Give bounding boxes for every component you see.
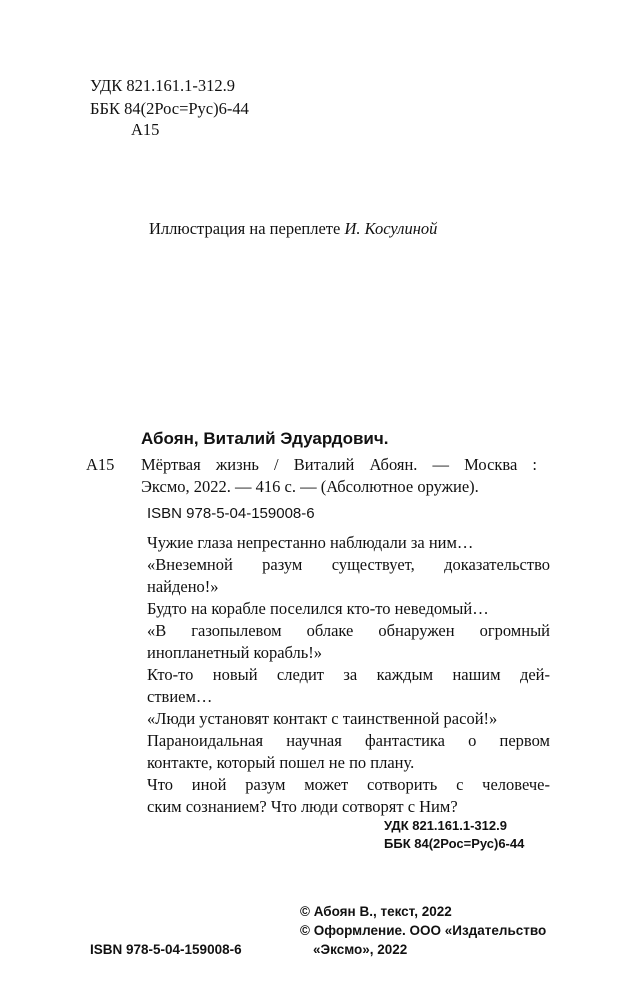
copyright-text: © Абоян В., текст, 2022 <box>300 904 452 919</box>
author-mark: А15 <box>131 120 160 139</box>
illustrator-name: И. Косулиной <box>344 219 438 238</box>
annotation-line: ским сознанием? Что люди сотворят с Ним? <box>147 797 458 816</box>
annotation-line: «В газопылевом облаке обнаружен огромный <box>147 621 550 640</box>
annotation-line: Кто-то новый следит за каждым нашим дей- <box>147 665 550 684</box>
footer-isbn: ISBN 978-5-04-159008-6 <box>90 942 242 957</box>
annotation-line: ствием… <box>147 687 213 706</box>
bib-isbn: ISBN 978-5-04-159008-6 <box>147 505 315 522</box>
annotation <box>147 532 550 818</box>
footer-bbk-code: ББК 84(2Рос=Рус)6-44 <box>384 836 525 851</box>
illustration-prefix: Иллюстрация на переплете <box>149 219 345 238</box>
copyright-design: © Оформление. ООО «Издательство <box>300 923 547 938</box>
bib-description-line1: Мёртвая жизнь / Виталий Абоян. — Москва : <box>141 455 537 474</box>
annotation-line: контакте, который пошел не по плану. <box>147 753 415 772</box>
bbk-code: ББК 84(2Рос=Рус)6-44 <box>90 99 249 118</box>
annotation-line: Чужие глаза непрестанно наблюдали за ним… <box>147 533 474 552</box>
annotation-line: Параноидальная научная фантастика о первом <box>147 731 550 750</box>
bib-author-mark: А15 <box>86 455 115 474</box>
annotation-line: Будто на корабле поселился кто-то неведомый… <box>147 599 489 618</box>
annotation-line: найдено!» <box>147 577 219 596</box>
author-heading: Абоян, Виталий Эдуардович. <box>141 429 389 448</box>
footer-udk-code: УДК 821.161.1-312.9 <box>384 818 507 833</box>
copyright-publisher: «Эксмо», 2022 <box>313 942 408 957</box>
annotation-line: «Люди установят контакт с таинственной расой!» <box>147 709 498 728</box>
annotation-line: «Внеземной разум существует, доказательство <box>147 555 550 574</box>
udk-code: УДК 821.161.1-312.9 <box>90 76 236 95</box>
annotation-line: Что иной разум может сотворить с человече- <box>147 775 550 794</box>
illustration-credit <box>149 218 437 240</box>
bib-description-line2: Эксмо, 2022. — 416 с. — (Абсолютное оружие). <box>141 477 479 496</box>
annotation-line: инопланетный корабль!» <box>147 643 323 662</box>
